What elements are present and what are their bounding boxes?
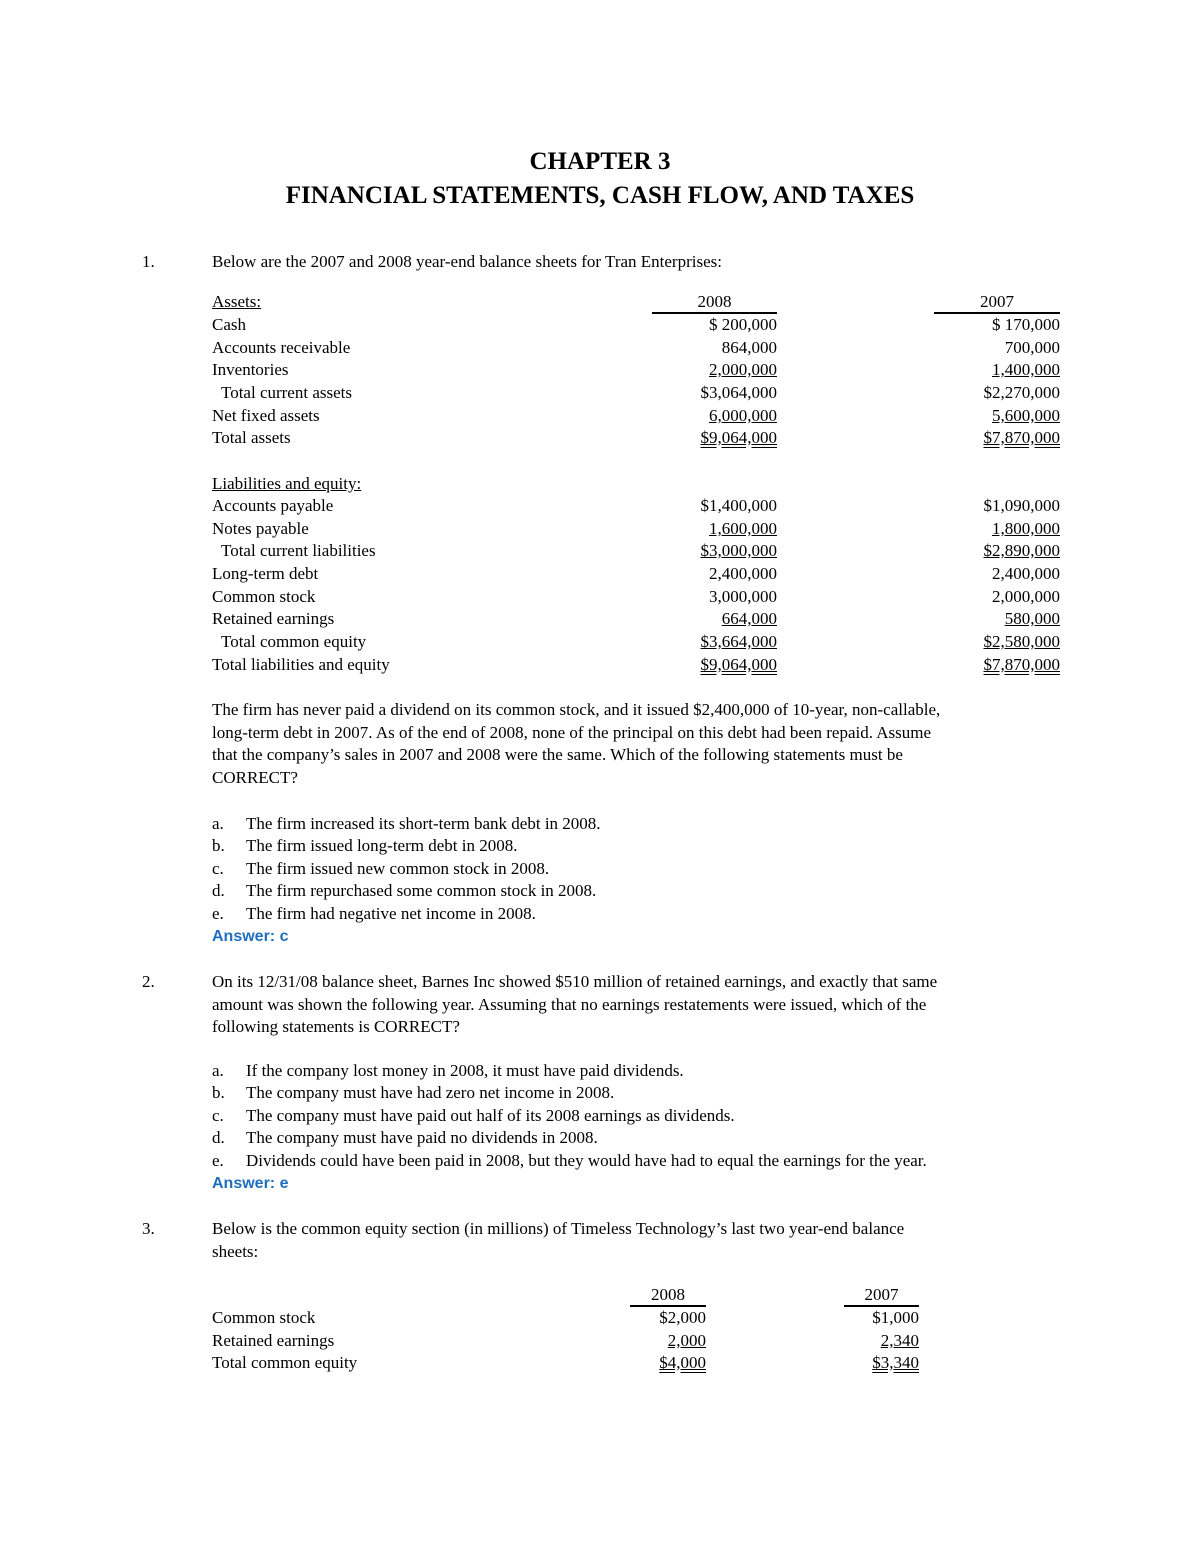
- value-2007: $ 170,000: [992, 315, 1060, 334]
- value-2007: $2,580,000: [983, 632, 1060, 651]
- row-label: Total common equity: [212, 1353, 358, 1372]
- option-letter: a.: [212, 1061, 224, 1080]
- value-2008: $9,064,000: [700, 428, 777, 447]
- liabilities-header: Liabilities and equity:: [212, 474, 362, 493]
- question-1-intro: [212, 251, 1072, 274]
- text-line: CORRECT?: [212, 767, 298, 787]
- value-2008: 6,000,000: [709, 406, 777, 425]
- value-2007: $7,870,000: [983, 655, 1060, 674]
- value-2007: $7,870,000: [983, 428, 1060, 447]
- value-2007: 1,800,000: [992, 519, 1060, 538]
- chapter-title: CHAPTER 3: [529, 148, 671, 175]
- option-text: The firm increased its short-term bank debt in 2008.: [246, 814, 601, 833]
- row-label: Common stock: [212, 587, 316, 606]
- value-2008: $9,064,000: [700, 655, 777, 674]
- answer-label: Answer: e: [212, 1175, 289, 1192]
- value-2007: 580,000: [1004, 609, 1060, 628]
- value-2008: 2,000,000: [709, 360, 777, 379]
- option-letter: c.: [212, 1106, 224, 1125]
- option-b: [212, 1082, 614, 1105]
- value-2007: 2,340: [880, 1331, 919, 1350]
- option-letter: a.: [212, 814, 224, 833]
- text-line: amount was shown the following year. Assuming that no earnings restatements were issued, which of the: [212, 994, 927, 1014]
- value-2008: 3,000,000: [709, 587, 777, 606]
- value-2008: $ 200,000: [709, 315, 777, 334]
- value-2008: 2,000: [667, 1331, 706, 1350]
- option-text: The company must have paid out half of its 2008 earnings as dividends.: [246, 1106, 735, 1125]
- value-2007: 700,000: [1004, 338, 1060, 357]
- row-label: Retained earnings: [212, 1331, 335, 1350]
- option-d: [212, 880, 596, 903]
- value-2007: $1,000: [872, 1308, 919, 1327]
- option-text: The firm repurchased some common stock in 2008.: [246, 881, 597, 900]
- row-label: Accounts receivable: [212, 338, 351, 357]
- row-label: Total liabilities and equity: [212, 655, 390, 674]
- balance-sheet-header-row: [212, 291, 1072, 314]
- assets-header: Assets:: [212, 292, 262, 311]
- row-label: Retained earnings: [212, 609, 335, 628]
- row-label: Total current assets: [221, 383, 352, 402]
- value-2008: $4,000: [659, 1353, 706, 1372]
- row-label: Common stock: [212, 1308, 316, 1327]
- value-2008: $3,664,000: [700, 632, 777, 651]
- option-letter: c.: [212, 859, 224, 878]
- text-line: following statements is CORRECT?: [212, 1017, 460, 1037]
- text-line: long-term debt in 2007. As of the end of 2008, none of the principal on this debt had been repaid. Assume: [212, 722, 932, 742]
- column-header-2008: 2008: [697, 292, 732, 311]
- row-label: Inventories: [212, 360, 289, 379]
- value-2008: $1,400,000: [700, 496, 777, 515]
- text-line: On its 12/31/08 balance sheet, Barnes Inc showed $510 million of retained earnings, and exactly that same: [212, 972, 938, 991]
- value-2008: 2,400,000: [709, 564, 777, 583]
- answer-label: Answer: c: [212, 928, 289, 945]
- text-line: The firm has never paid a dividend on its common stock, and it issued $2,400,000 of 10-year, non-callable,: [212, 700, 941, 719]
- value-2007: $3,340: [872, 1353, 919, 1372]
- column-header-2007: 2007: [864, 1285, 899, 1304]
- option-a: [212, 1060, 684, 1083]
- option-d: [212, 1127, 598, 1150]
- option-c: [212, 858, 549, 881]
- option-letter: b.: [212, 836, 225, 855]
- option-e: [212, 1150, 927, 1173]
- column-header-2007: 2007: [980, 292, 1014, 311]
- value-2008: 864,000: [721, 338, 777, 357]
- option-text: The company must have paid no dividends in 2008.: [246, 1128, 598, 1147]
- value-2007: 2,000,000: [992, 587, 1060, 606]
- text-line: sheets:: [212, 1241, 259, 1261]
- row-label: Total common equity: [221, 632, 367, 651]
- value-2007: $2,890,000: [983, 541, 1060, 560]
- question-2-number: 2.: [142, 972, 155, 991]
- option-letter: d.: [212, 881, 225, 900]
- value-2007: 5,600,000: [992, 406, 1060, 425]
- value-2008: $2,000: [659, 1308, 706, 1327]
- question-1-intro-text: Below are the 2007 and 2008 year-end balance sheets for Tran Enterprises:: [212, 252, 722, 271]
- value-2007: 1,400,000: [992, 360, 1060, 379]
- option-text: The firm had negative net income in 2008.: [246, 904, 536, 923]
- option-text: The firm issued long-term debt in 2008.: [246, 836, 518, 855]
- row-label: Total assets: [212, 428, 291, 447]
- question-1-number: 1.: [142, 252, 155, 271]
- row-label: Cash: [212, 315, 246, 334]
- question-1-text: [212, 699, 1072, 789]
- text-line: Below is the common equity section (in millions) of Timeless Technology’s last two year-end balance: [212, 1219, 905, 1238]
- option-a: [212, 813, 601, 836]
- value-2008: 664,000: [721, 609, 777, 628]
- value-2008: $3,000,000: [700, 541, 777, 560]
- question-3-number: 3.: [142, 1219, 155, 1238]
- row-label: Notes payable: [212, 519, 309, 538]
- column-header-2008: 2008: [651, 1285, 685, 1304]
- option-c: [212, 1105, 735, 1128]
- option-letter: e.: [212, 1151, 224, 1170]
- value-2007: $2,270,000: [983, 383, 1060, 402]
- value-2008: $3,064,000: [700, 383, 777, 402]
- value-2008: 1,600,000: [709, 519, 777, 538]
- value-2007: $1,090,000: [983, 496, 1060, 515]
- equity-header-row: [212, 1284, 1072, 1307]
- option-e: [212, 903, 536, 926]
- value-2007: 2,400,000: [992, 564, 1060, 583]
- row-label: Total current liabilities: [221, 541, 376, 560]
- question-2-text: [212, 971, 1072, 1039]
- row-label: Long-term debt: [212, 564, 319, 583]
- row-label: Accounts payable: [212, 496, 334, 515]
- option-letter: e.: [212, 904, 224, 923]
- option-letter: b.: [212, 1083, 225, 1102]
- row-label: Net fixed assets: [212, 406, 320, 425]
- option-text: The company must have had zero net income in 2008.: [246, 1083, 615, 1102]
- option-text: The firm issued new common stock in 2008.: [246, 859, 550, 878]
- text-line: that the company’s sales in 2007 and 2008 were the same. Which of the following statements must be: [212, 745, 903, 765]
- question-3-text: [212, 1218, 1072, 1263]
- option-text: Dividends could have been paid in 2008, but they would have had to equal the earnings for the year.: [246, 1151, 927, 1170]
- option-letter: d.: [212, 1128, 225, 1147]
- option-b: [212, 835, 517, 858]
- chapter-subtitle: FINANCIAL STATEMENTS, CASH FLOW, AND TAXES: [285, 182, 915, 209]
- option-text: If the company lost money in 2008, it must have paid dividends.: [246, 1061, 684, 1080]
